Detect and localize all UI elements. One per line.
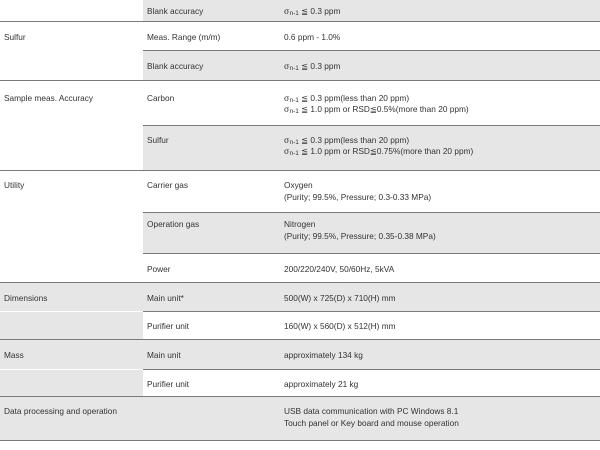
- spec-value-line: (Purity; 99.5%, Pressure; 0.35-0.38 MPa): [284, 231, 436, 241]
- spec-value-line: $\sigma_{n-1}$ ≦ 0.3 ppm(less than 20 ppm): [284, 135, 410, 146]
- spec-value-line: Nitrogen: [284, 219, 316, 229]
- spec-item-cell: [143, 340, 280, 369]
- spec-category-cell: [0, 171, 143, 212]
- spec-row-mass-main: [0, 340, 600, 369]
- spec-category-cell: [0, 340, 143, 369]
- spec-item-label: Purifier unit: [147, 321, 189, 331]
- spec-category-cell: [0, 51, 143, 80]
- spec-row-mass-purifier: [0, 370, 600, 396]
- spec-value-cell: [280, 283, 600, 311]
- spec-row-dimensions-main: [0, 283, 600, 311]
- sigma-symbol: σ: [284, 62, 290, 71]
- spec-row-utility-operation-gas: [0, 213, 600, 253]
- spec-category-cell: [0, 254, 143, 282]
- sigma-symbol: σ: [284, 136, 290, 145]
- spec-value-line: Oxygen: [284, 180, 313, 190]
- spec-row-dimensions-purifier: [0, 312, 600, 339]
- spec-row-data-processing: [0, 397, 600, 440]
- sigma-symbol: σ: [284, 105, 290, 114]
- spec-item-cell: [143, 22, 280, 50]
- spec-item-cell: [143, 171, 280, 212]
- spec-value-line: $\sigma_{n-1}$ ≦ 0.3 ppm: [284, 6, 341, 17]
- spec-category-cell: [0, 0, 143, 21]
- spec-category-label: Mass: [4, 350, 24, 360]
- spec-value-cell: [280, 22, 600, 50]
- spec-item-label: Purifier unit: [147, 379, 189, 389]
- spec-item-cell: [143, 213, 280, 253]
- spec-value-line: $\sigma_{n-1}$ ≦ 0.3 ppm(less than 20 ppm): [284, 93, 410, 104]
- spec-value-line: $\sigma_{n-1}$ ≦ 1.0 ppm or RSD≦0.75%(more than 20 ppm): [284, 146, 474, 157]
- spec-category-label: Sulfur: [4, 32, 26, 42]
- spec-row-accuracy-sulfur: [0, 126, 600, 170]
- spec-value-line: approximately 21 kg: [284, 379, 359, 389]
- row-divider: [0, 440, 600, 441]
- spec-row-sulfur-range: [0, 22, 600, 50]
- spec-item-label: Sulfur: [147, 135, 169, 145]
- spec-item-cell: [143, 126, 280, 170]
- spec-item-label: Carrier gas: [147, 180, 189, 190]
- spec-category-cell: [0, 81, 143, 125]
- spec-value-cell: [280, 340, 600, 369]
- spec-value-cell: [280, 254, 600, 282]
- spec-value-cell: [280, 51, 600, 80]
- spec-row-accuracy-carbon: [0, 81, 600, 125]
- spec-category-label: Sample meas. Accuracy: [4, 93, 93, 103]
- spec-item-label: Blank accuracy: [147, 6, 204, 16]
- spec-category-label: Data processing and operation: [4, 406, 118, 416]
- spec-category-cell: [0, 126, 143, 170]
- spec-value-line: $\sigma_{n-1}$ ≦ 1.0 ppm or RSD≦0.5%(more than 20 ppm): [284, 104, 469, 115]
- spec-row-sulfur-blank-accuracy: [0, 51, 600, 80]
- spec-value-line: 500(W) x 725(D) x 710(H) mm: [284, 293, 396, 303]
- spec-value-cell: [280, 312, 600, 339]
- spec-value-cell: [280, 81, 600, 125]
- spec-item-label: Blank accuracy: [147, 61, 204, 71]
- spec-item-cell: [143, 0, 280, 21]
- spec-item-label: Main unit*: [147, 293, 184, 303]
- spec-item-cell: [143, 283, 280, 311]
- spec-value-cell: [280, 0, 600, 21]
- spec-item-label: Meas. Range (m/m): [147, 32, 221, 42]
- spec-row-utility-power: [0, 254, 600, 282]
- sigma-symbol: σ: [284, 147, 290, 156]
- spec-value-line: USB data communication with PC Windows 8.1: [284, 406, 459, 416]
- spec-value-line: approximately 134 kg: [284, 350, 363, 360]
- spec-value-cell: [280, 126, 600, 170]
- sigma-symbol: σ: [284, 94, 290, 103]
- spec-item-cell: [143, 81, 280, 125]
- spec-item-label: Operation gas: [147, 219, 200, 229]
- spec-value-line: $\sigma_{n-1}$ ≦ 0.3 ppm: [284, 61, 341, 72]
- spec-value-line: (Purity; 99.5%, Pressure; 0.3-0.33 MPa): [284, 192, 432, 202]
- spec-value-cell: [280, 213, 600, 253]
- spec-category-label: Utility: [4, 180, 25, 190]
- spec-value-cell: [280, 397, 600, 440]
- spec-value-line: Touch panel or Key board and mouse operation: [284, 418, 459, 428]
- spec-value-line: 160(W) x 560(D) x 512(H) mm: [284, 321, 396, 331]
- spec-category-cell: [0, 397, 280, 440]
- spec-item-cell: [143, 312, 280, 339]
- sigma-symbol: σ: [284, 7, 290, 16]
- spec-category-label: Dimensions: [4, 293, 48, 303]
- spec-category-cell: [0, 312, 143, 339]
- spec-category-cell: [0, 22, 143, 50]
- spec-value-line: 0.6 ppm - 1.0%: [284, 32, 341, 42]
- spec-row-carbon-blank-accuracy: [0, 0, 600, 21]
- spec-item-cell: [143, 254, 280, 282]
- spec-value-cell: [280, 370, 600, 396]
- spec-value-cell: [280, 171, 600, 212]
- spec-item-cell: [143, 51, 280, 80]
- spec-item-label: Carbon: [147, 93, 175, 103]
- spec-item-label: Power: [147, 264, 171, 274]
- spec-value-line: 200/220/240V, 50/60Hz, 5kVA: [284, 264, 395, 274]
- spec-row-utility-carrier-gas: [0, 171, 600, 212]
- spec-item-cell: [143, 370, 280, 396]
- spec-category-cell: [0, 370, 143, 396]
- spec-item-label: Main unit: [147, 350, 181, 360]
- spec-category-cell: [0, 283, 143, 311]
- spec-category-cell: [0, 213, 143, 253]
